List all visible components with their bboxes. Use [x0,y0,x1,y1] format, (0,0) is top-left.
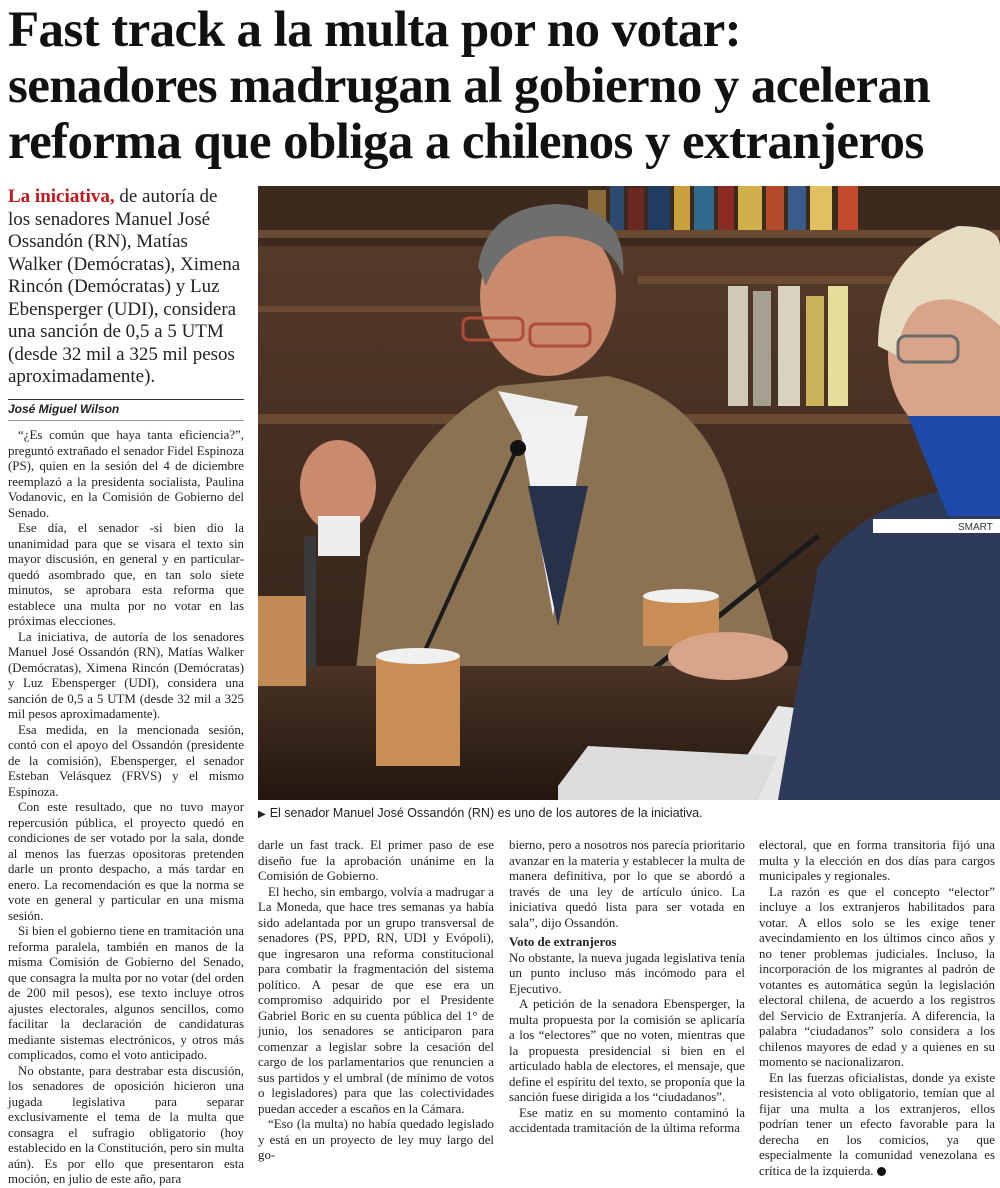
caption-triangle-icon: ▶ [258,809,266,820]
byline-rule-bottom [8,420,244,421]
paragraph: “¿Es común que haya tanta eficiencia?”, preguntó extrañado el senador Fidel Espinoza (PS), quien en la sesión del 4 de diciembre reemplazó a la presidenta socialista, Paulina Vodanovic, en la Comisión de Gobierno del Senado. [8,428,244,520]
headline-line-3: reforma que obliga a chilenos y extranjeros [8,114,924,170]
paragraph [759,1071,995,1180]
end-of-article-icon [877,1167,886,1176]
subheading: Voto de extranjeros [509,935,617,949]
photo-illustration [258,186,1000,800]
photo-smart-label: SMART [958,522,993,533]
paragraph: A petición de la senadora Ebensperger, la multa propuesta por la comisión se aplicaría a los “electores” que no voten, mientras que la propuesta presidencial si bien en el articulado habla de electores, el mensaje, que define el espíritu del texto, se proponía que la sanción fuese dirigida a los “ciudadanos”. [509,997,745,1104]
lead-paragraph [8,186,244,389]
lead-kicker: La iniciativa, [8,186,115,207]
body-column-4 [759,838,995,1178]
body-column-3 [509,838,745,1166]
article-photo [258,186,1000,800]
photo-caption [258,806,998,820]
paragraph: La iniciativa, de autoría de los senadores Manuel José Ossandón (RN), Matías Walker (Demócratas), Ximena Rincón (Demócratas) y Luz Ebensperger (UDI), considera una sanción de 0,5 a 5 UTM (desde 32 mil a 325 mil pesos aproximadamente). [8,629,244,721]
body-column-1 [8,428,244,1186]
headline [8,2,993,170]
lead-text: de autoría de los senadores Manuel José Ossandón (RN), Matías Walker (Demócratas), Ximena Rincón (Demócratas) y Luz Ebensperger (UDI), considera una sanción de 0,5 a 5 UTM (desde 32 mil a 325 mil pesos aproximadamente). [8,186,241,387]
paragraph: Esa medida, en la mencionada sesión, contó con el apoyo del Ossandón (presidente de la comisión), Ebensperger, el senador Esteban Velásquez (FRVS) y el mismo Espinoza. [8,722,244,799]
headline-line-2: senadores madrugan al gobierno y aceleran [8,58,931,114]
headline-line-1: Fast track a la multa por no votar: [8,2,742,58]
paragraph: La razón es que el concepto “elector” incluye a los extranjeros habilitados para votar. A ellos solo se les exige tener avecindamiento en los últimos cinco años y no tener problemas judiciales. Incluso, la incorporación de los migrantes al padrón de votantes es automática según la legislación electoral chilena, de acuerdo a los registros del Servicio de Extranjería. A diferencia, la palabra “ciudadanos” solo considera a los chilenos mayores de edad y a quienes en su momento se nacionalizaron. [759,884,995,1069]
byline: José Miguel Wilson [8,402,120,416]
paragraph: “Eso (la multa) no había quedado legislado y está en un proyecto de ley muy largo del go- [258,1117,494,1162]
paragraph: No obstante, la nueva jugada legislativa tenía un punto incluso más incómodo para el Ejecutivo. [509,950,745,996]
body-column-2 [258,838,494,1166]
paragraph: Si bien el gobierno tiene en tramitación una reforma paralela, también en manos de la misma Comisión de Gobierno del Senado, que consagra la multa por no votar (del orden de 200 mil pesos), ese texto incluye otros ajustes electorales, algunos sencillos, como facilitar la declaración de candidaturas mediante sistemas electrónicos, y otros más complicados, como el voto anticipado. [8,924,244,1062]
paragraph: darle un fast track. El primer paso de ese diseño fue la aprobación unánime en la Comisión de Gobierno. [258,838,494,883]
paragraph: Ese matiz en su momento contaminó la accidentada tramitación de la última reforma [509,1105,745,1135]
paragraph: bierno, pero a nosotros nos parecía prioritario avanzar en la materia y establecer la multa de manera definitiva, por lo que se abordó a través de una ley de artículo único. La iniciativa quedó lista para ser votada en sala”, dijo Ossandón. [509,838,745,930]
final-paragraph-text: En las fuerzas oficialistas, donde ya existe resistencia al voto obligatorio, temían que al fijar una multa a los extranjeros, ellos podrían tener un efecto favorable para la derecha en los comicios, ya que especialmente la comunidad venezolana es crítica de la izquierda. [759,1070,995,1178]
byline-rule-top [8,399,244,400]
paragraph: Con este resultado, que no tuvo mayor repercusión pública, el proyecto quedó en condiciones de ser votado por la sala, donde al menos las fuerzas opositoras pretenden darle un pronto despacho, a más tardar en enero. La recomendación es que la norma se vote en general y particular en una misma sesión. [8,800,244,923]
paragraph: electoral, que en forma transitoria fijó una multa y la elección en dos días para cargos municipales y regionales. [759,838,995,883]
paragraph: Ese día, el senador -si bien dio la unanimidad para que se visara el texto sin mayor discusión, en general y en particular- quedó asombrado que, en tan solo siete minutos, se aprobara esta reforma que establece una multa por no votar en las próximas elecciones. [8,521,244,628]
paragraph: No obstante, para destrabar esta discusión, los senadores de oposición hicieron una jugada legislativa para separar exclusivamente el tema de la multa que consagra el sufragio obligatorio (hoy establecido en la Constitución, pero sin multa aún). Es por ello que presentaron esta moción, en julio de este año, para [8,1063,244,1186]
caption-text: El senador Manuel José Ossandón (RN) es uno de los autores de la iniciativa. [269,806,703,820]
paragraph: El hecho, sin embargo, volvía a madrugar a La Moneda, que hace tres semanas ya había sido adelantada por un grupo transversal de senadores (PS, PPD, RN, UDI y Evópoli), que ingresaron una reforma constitucional para combatir la fragmentación del sistema político. A pesar de que ese era un compromiso adquirido por el Presidente Gabriel Boric en su cuenta pública del 1° de junio, los senadores se anticiparon para comenzar a legislar sobre la cesación del cargo de los parlamentarios que renuncien a sus partidos y el umbral (de mínimo de votos o legisladores) para que las colectividades puedan acceder a escaños en la Cámara. [258,884,494,1116]
